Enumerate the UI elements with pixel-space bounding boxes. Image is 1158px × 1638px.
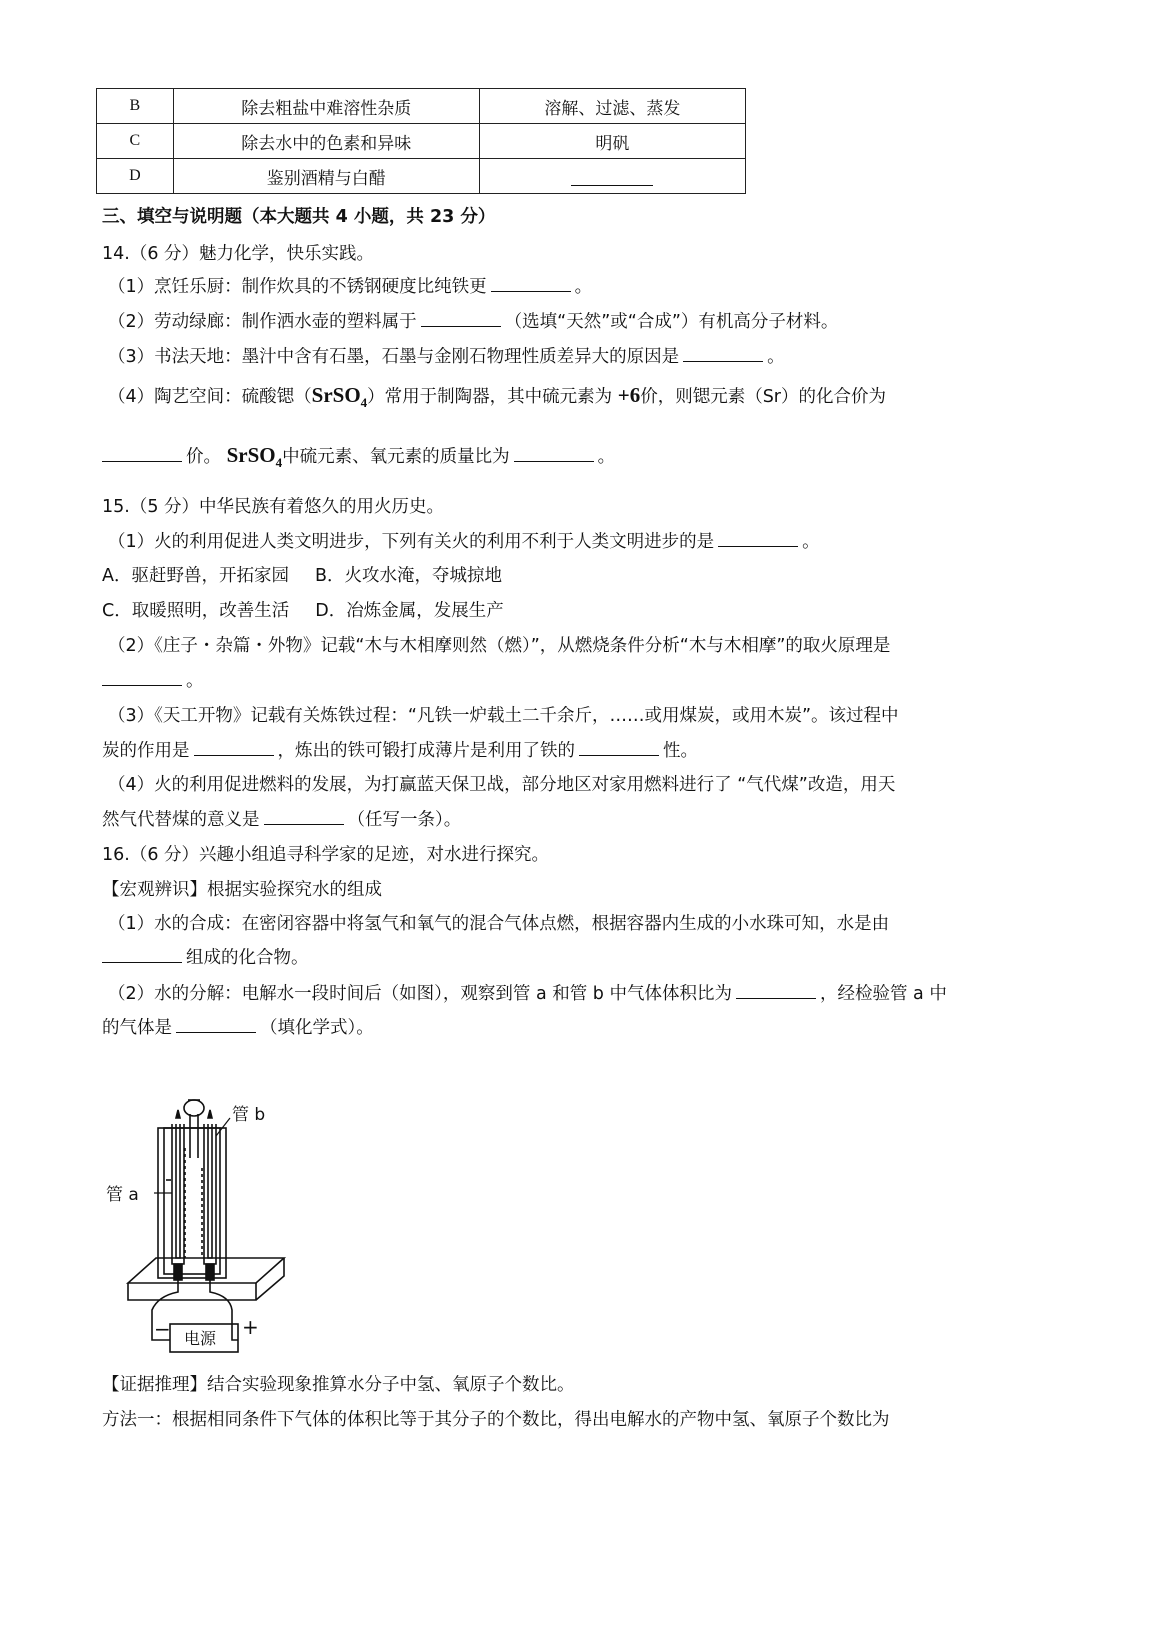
evidence-section-label: 【证据推理】结合实验现象推算水分子中氢、氧原子个数比。 bbox=[102, 1375, 575, 1395]
q16-title: 16.（6 分）兴趣小组追寻科学家的足迹，对水进行探究。 bbox=[102, 845, 550, 865]
answer-blank[interactable] bbox=[514, 445, 594, 462]
answer-blank[interactable] bbox=[683, 345, 763, 362]
tube-b bbox=[204, 1124, 216, 1264]
options-table bbox=[96, 88, 746, 194]
section-heading: 三、填空与说明题（本大题共 4 小题，共 23 分） bbox=[102, 207, 496, 227]
option-c[interactable]: C．取暖照明，改善生活 bbox=[102, 601, 290, 621]
tube-a-label: 管 a bbox=[106, 1185, 139, 1205]
answer-blank[interactable] bbox=[102, 669, 182, 686]
electrode-b bbox=[206, 1264, 214, 1280]
positive-terminal-label: + bbox=[242, 1315, 259, 1339]
row-purpose: 除去粗盐中难溶性杂质 bbox=[173, 89, 479, 124]
answer-blank[interactable] bbox=[264, 808, 344, 825]
row-method-blank bbox=[479, 159, 745, 194]
answer-blank[interactable] bbox=[579, 739, 659, 756]
answer-blank[interactable] bbox=[491, 275, 571, 292]
row-method: 溶解、过滤、蒸发 bbox=[479, 89, 745, 124]
answer-blank[interactable] bbox=[102, 946, 182, 963]
formula-srso4: SrSO$_4$ bbox=[311, 383, 368, 411]
q14-part4-continued: 价。 SrSO$_4$中硫元素、氧元素的质量比为 。 bbox=[102, 443, 615, 471]
answer-blank[interactable] bbox=[102, 445, 182, 462]
q16-part2: （2）水的分解：电解水一段时间后（如图），观察到管 a 和管 b 中气体体积比为 ，经检验管 a 中 bbox=[108, 984, 947, 1004]
q14-part4: （4）陶艺空间：硫酸锶（SrSO$_4$）常用于制陶器，其中硫元素为 +6价，则锶元素（Sr）的化合价为 bbox=[108, 383, 887, 411]
q15-options-row1 bbox=[102, 562, 502, 587]
q15-title: 15.（5 分）中华民族有着悠久的用火历史。 bbox=[102, 497, 445, 517]
row-purpose: 鉴别酒精与白醋 bbox=[173, 159, 479, 194]
row-label: C bbox=[97, 124, 174, 159]
formula-srso4: SrSO$_4$ bbox=[226, 443, 283, 471]
tube-a bbox=[172, 1124, 184, 1264]
q14-part2: （2）劳动绿廊：制作洒水壶的塑料属于 （选填“天然”或“合成”）有机高分子材料。 bbox=[108, 312, 839, 332]
negative-terminal-label: − bbox=[154, 1317, 171, 1341]
row-label: D bbox=[97, 159, 174, 194]
answer-blank[interactable] bbox=[176, 1016, 256, 1033]
q14-part3: （3）书法天地：墨汁中含有石墨，石墨与金刚石物理性质差异大的原因是 。 bbox=[108, 347, 785, 367]
q15-part3-continued: 炭的作用是 ，炼出的铁可锻打成薄片是利用了铁的 性。 bbox=[102, 741, 698, 761]
table-row bbox=[97, 124, 746, 159]
option-a[interactable]: A．驱赶野兽，开拓家园 bbox=[102, 566, 289, 586]
q16-part1: （1）水的合成：在密闭容器中将氢气和氧气的混合气体点燃，根据容器内生成的小水珠可知，水是由 bbox=[108, 914, 890, 934]
answer-blank[interactable] bbox=[421, 310, 501, 327]
row-method: 明矾 bbox=[479, 124, 745, 159]
answer-blank[interactable] bbox=[194, 739, 274, 756]
q15-part3: （3）《天工开物》记载有关炼铁过程：“凡铁一炉载土二千余斤，……或用煤炭，或用木炭”。该过程中 bbox=[108, 706, 899, 726]
table-row bbox=[97, 89, 746, 124]
q16-part2-continued: 的气体是 （填化学式）。 bbox=[102, 1018, 374, 1038]
q15-part4: （4）火的利用促进燃料的发展，为打赢蓝天保卫战，部分地区对家用燃料进行了 “气代煤”改造，用天 bbox=[108, 775, 896, 795]
option-b[interactable]: B．火攻水淹，夺城掠地 bbox=[314, 566, 502, 586]
power-label: 电源 bbox=[184, 1329, 217, 1348]
option-d[interactable]: D．冶炼金属，发展生产 bbox=[315, 601, 504, 621]
q15-part2: （2）《庄子・杂篇・外物》记载“木与木相摩则然（燃）”，从燃烧条件分析“木与木相摩”的取火原理是 bbox=[108, 636, 891, 656]
q14-part1: （1）烹饪乐厨：制作炊具的不锈钢硬度比纯铁更 。 bbox=[108, 277, 593, 297]
row-label: B bbox=[97, 89, 174, 124]
tube-b-label: 管 b bbox=[232, 1105, 266, 1125]
electrolysis-apparatus-figure bbox=[106, 1088, 306, 1368]
q15-part4-continued: 然气代替煤的意义是 （任写一条）。 bbox=[102, 810, 462, 830]
electrode-a bbox=[174, 1264, 182, 1280]
connecting-tube bbox=[190, 1114, 198, 1158]
q16-part1-continued: 组成的化合物。 bbox=[102, 944, 309, 969]
row-purpose: 除去水中的色素和异味 bbox=[173, 124, 479, 159]
answer-blank[interactable] bbox=[571, 167, 653, 186]
method-one-text: 方法一：根据相同条件下气体的体积比等于其分子的个数比，得出电解水的产物中氢、氧原子个数比为 bbox=[102, 1410, 890, 1430]
table-row bbox=[97, 159, 746, 194]
q15-options-row2 bbox=[102, 597, 504, 622]
q15-part1: （1）火的利用促进人类文明进步，下列有关火的利用不利于人类文明进步的是 。 bbox=[108, 532, 820, 552]
answer-blank[interactable] bbox=[736, 982, 816, 999]
reservoir-bulb bbox=[184, 1100, 204, 1116]
valence-label: +6 bbox=[617, 383, 641, 407]
q14-title: 14.（6 分）魅力化学，快乐实践。 bbox=[102, 244, 375, 264]
macro-section-label: 【宏观辨识】根据实验探究水的组成 bbox=[102, 880, 382, 900]
answer-blank[interactable] bbox=[718, 530, 798, 547]
q15-part2-continued: 。 bbox=[102, 667, 204, 692]
